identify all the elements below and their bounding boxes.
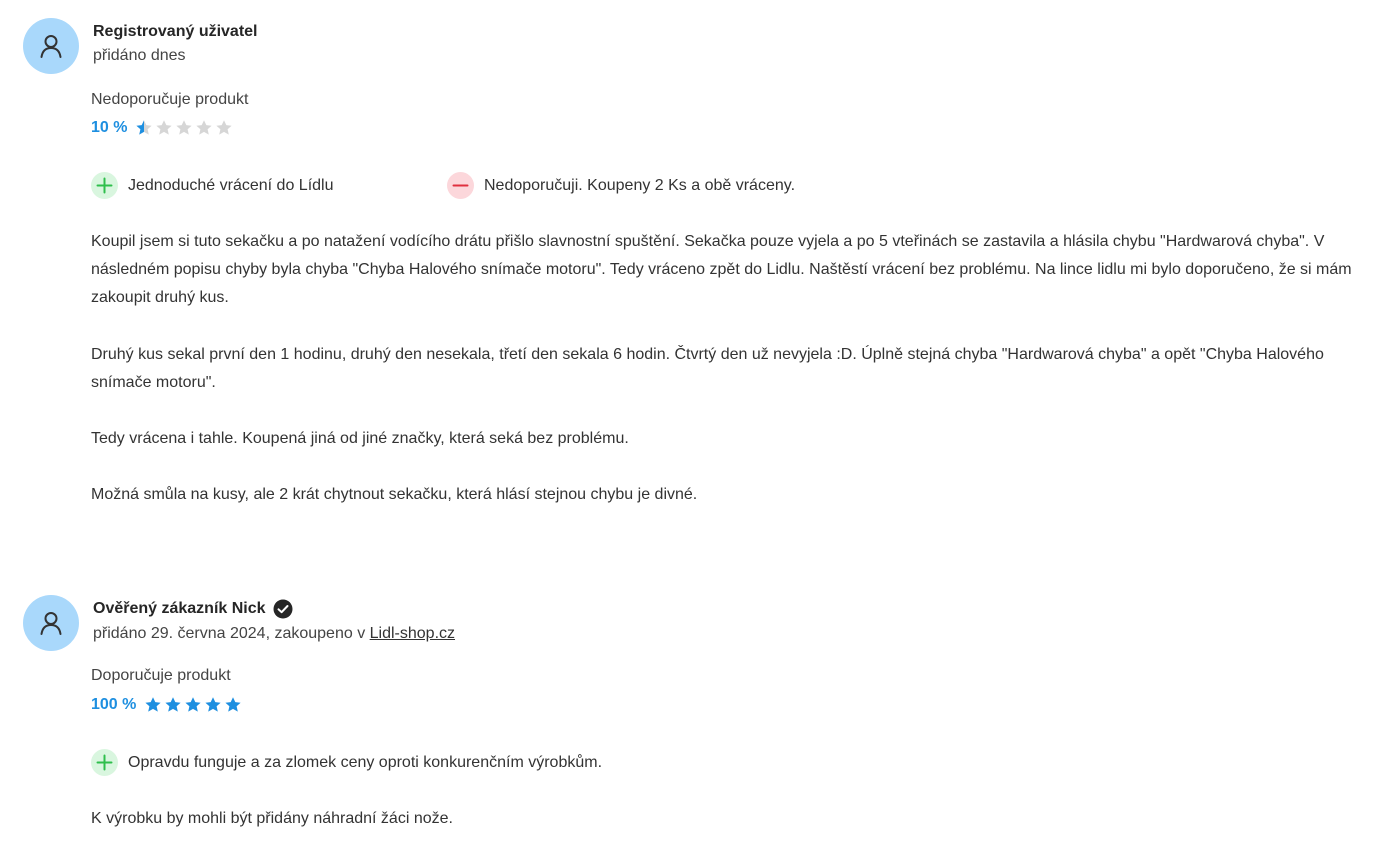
review-date: přidáno dnes bbox=[93, 47, 186, 64]
star-icon bbox=[155, 119, 173, 137]
pros-cons bbox=[91, 172, 795, 199]
star-icon bbox=[164, 696, 182, 714]
star-icon bbox=[135, 119, 153, 137]
plus-icon bbox=[91, 172, 118, 199]
review-meta bbox=[93, 625, 455, 643]
avatar bbox=[23, 18, 79, 74]
con-item bbox=[447, 172, 795, 199]
pro-item bbox=[91, 172, 447, 199]
user-icon bbox=[39, 33, 63, 59]
author-name: Ověřený zákazník Nick bbox=[93, 600, 266, 617]
review-meta bbox=[93, 47, 186, 65]
verified-check-icon bbox=[273, 599, 293, 619]
review-paragraph: Koupil jsem si tuto sekačku a po natažení vodícího drátu přišlo slavnostní spuštění. Sekačka pouze vyjela a po 5 vteřinách se zastavila a hlásila chybu "Hardwarová chyba". V následném popisu chyby byla chyba "Chyba Halového snímače motoru". Tedy vráceno zpět do Lidlu. Naštěstí vrácení bez problému. Na lince lidlu mi bylo doporučeno, že si mám zakoupit druhý kus. bbox=[91, 233, 1352, 306]
review-paragraph: Tedy vrácena i tahle. Koupená jiná od jiné značky, která seká bez problému. bbox=[91, 430, 629, 447]
pro-text: Jednoduché vrácení do Lídlu bbox=[128, 176, 334, 194]
review-paragraph: Druhý kus sekal první den 1 hodinu, druhý den nesekala, třetí den sekala 6 hodin. Čtvrtý den už nevyjela :D. Úplně stejná chyba "Hardwarová chyba" a opět "Chyba Halového snímače motoru". bbox=[91, 346, 1324, 391]
rating bbox=[91, 119, 233, 137]
review-paragraph: Možná smůla na kusy, ale 2 krát chytnout sekačku, která hlásí stejnou chybu je divné. bbox=[91, 486, 698, 503]
review-date: přidáno 29. června 2024, zakoupeno v bbox=[93, 625, 370, 642]
star-icon bbox=[144, 696, 162, 714]
review-author bbox=[93, 23, 258, 41]
star-rating bbox=[135, 119, 233, 137]
plus-icon bbox=[91, 749, 118, 776]
rating-percent: 100 % bbox=[91, 696, 137, 713]
star-icon bbox=[215, 119, 233, 137]
star-icon bbox=[224, 696, 242, 714]
star-icon bbox=[204, 696, 222, 714]
review-author bbox=[93, 599, 293, 619]
pros-cons bbox=[91, 749, 602, 776]
shop-link[interactable]: Lidl-shop.cz bbox=[369, 625, 456, 642]
star-icon bbox=[195, 119, 213, 137]
author-name: Registrovaný uživatel bbox=[93, 23, 258, 40]
pro-item bbox=[91, 749, 602, 776]
star-icon bbox=[175, 119, 193, 137]
pro-text: Opravdu funguje a za zlomek ceny oproti konkurenčním výrobkům. bbox=[128, 753, 603, 771]
minus-icon bbox=[447, 172, 474, 199]
rating bbox=[91, 696, 242, 714]
rating-percent: 10 % bbox=[91, 119, 128, 136]
recommendation-label: Nedoporučuje produkt bbox=[91, 91, 249, 108]
user-icon bbox=[39, 610, 63, 636]
review-paragraph: K výrobku by mohli být přidány náhradní žáci nože. bbox=[91, 810, 453, 827]
recommendation-label: Doporučuje produkt bbox=[91, 667, 231, 684]
star-rating bbox=[144, 696, 242, 714]
star-icon bbox=[184, 696, 202, 714]
avatar bbox=[23, 595, 79, 651]
con-text: Nedoporučuji. Koupeny 2 Ks a obě vráceny. bbox=[484, 176, 796, 194]
